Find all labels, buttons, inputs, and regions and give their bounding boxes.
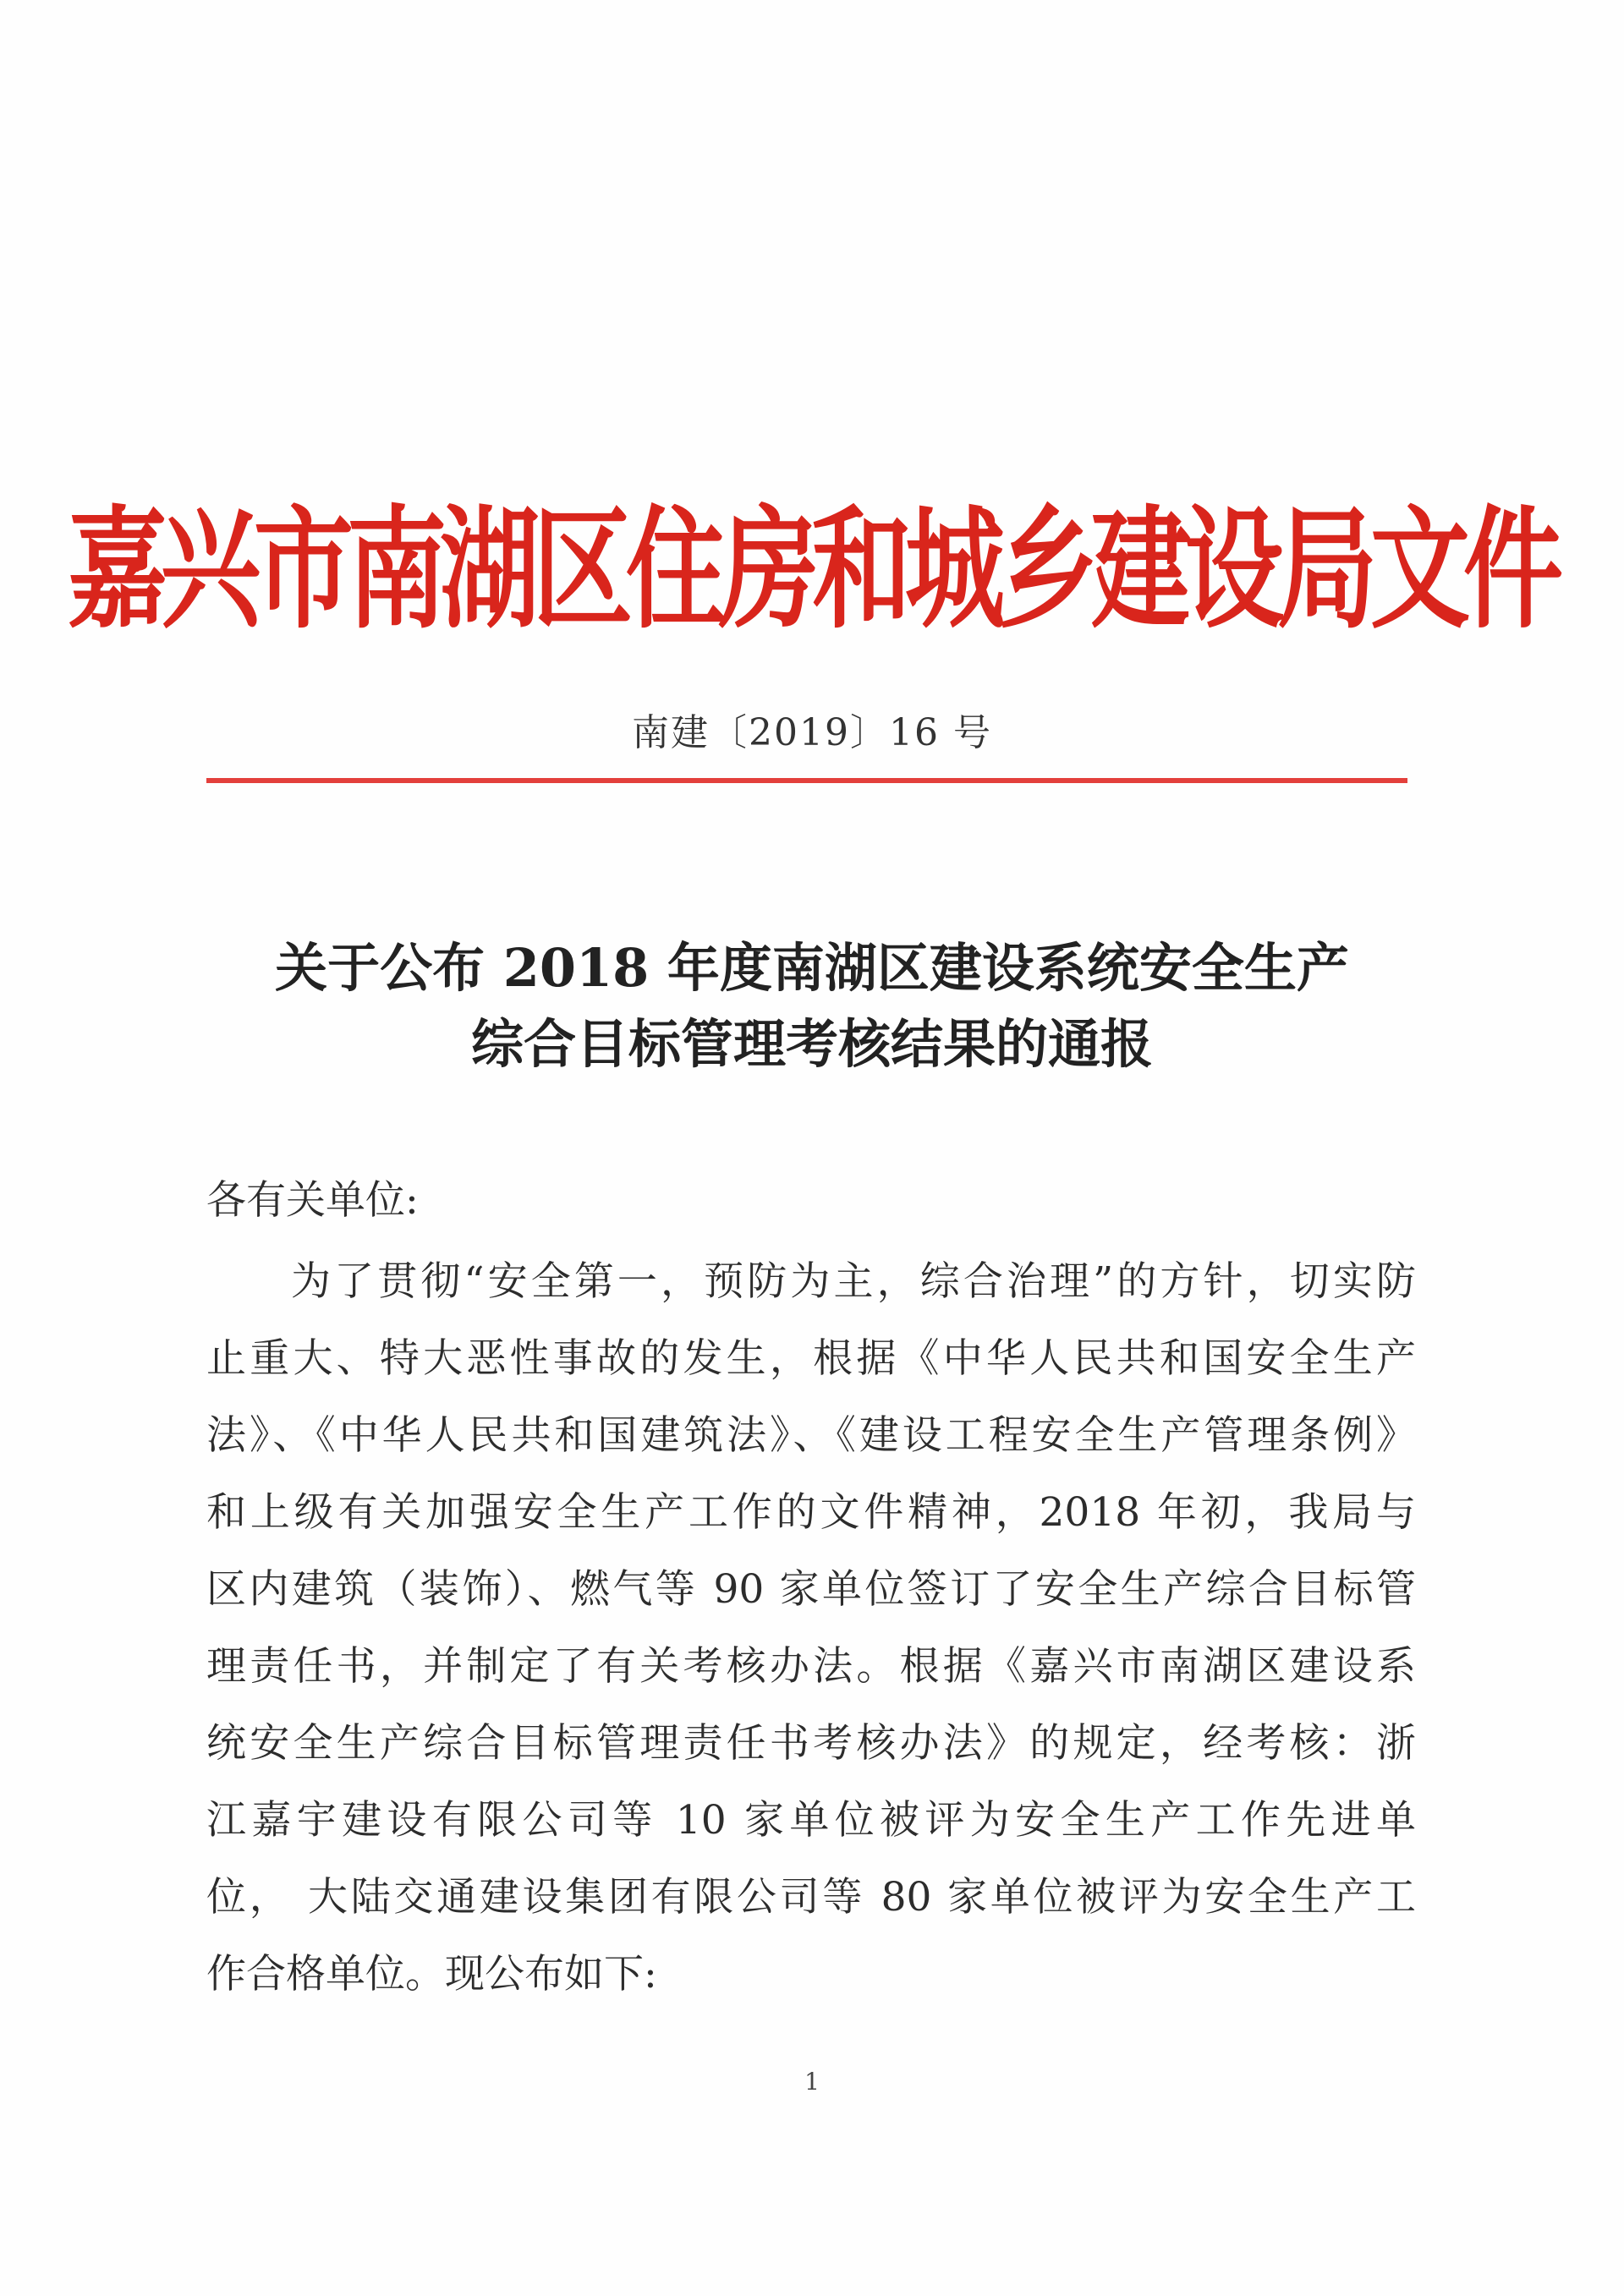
body-line: 和上级有关加强安全生产工作的文件精神，2018 年初，我局与 [206, 1489, 1416, 1536]
body-line: 理责任书，并制定了有关考核办法。根据《嘉兴市南湖区建设系 [206, 1643, 1416, 1690]
body-line: 作合格单位。现公布如下: [206, 1951, 657, 1997]
title-line-2: 综合目标管理考核结果的通报 [470, 1013, 1153, 1075]
body-line: 为了贯彻“安全第一，预防为主，综合治理”的方针，切实防 [291, 1258, 1416, 1305]
body-line: 区内建筑（装饰）、燃气等 90 家单位签订了安全生产综合目标管 [206, 1566, 1416, 1613]
title-line-1: 关于公布 2018 年度南湖区建设系统安全生产 [275, 937, 1349, 999]
red-divider-rule [206, 778, 1407, 783]
body-paragraph [206, 1243, 1416, 2013]
document-number: 南建〔2019〕16 号 [632, 711, 992, 754]
document-title [0, 930, 1624, 1082]
body-line: 江嘉宇建设有限公司等 10 家单位被评为安全生产工作先进单 [206, 1797, 1416, 1844]
issuing-authority-header: 嘉兴市南湖区住房和城乡建设局文件 [67, 491, 1556, 647]
body-line: 止重大、特大恶性事故的发生，根据《中华人民共和国安全生产 [206, 1335, 1416, 1382]
body-line: 统安全生产综合目标管理责任书考核办法》的规定，经考核：浙 [206, 1720, 1416, 1767]
page-number: 1 [804, 2068, 820, 2096]
body-line: 法》、《中华人民共和国建筑法》、《建设工程安全生产管理条例》 [206, 1412, 1416, 1459]
salutation: 各有关单位: [206, 1177, 419, 1224]
body-line: 位， 大陆交通建设集团有限公司等 80 家单位被评为安全生产工 [206, 1874, 1416, 1921]
